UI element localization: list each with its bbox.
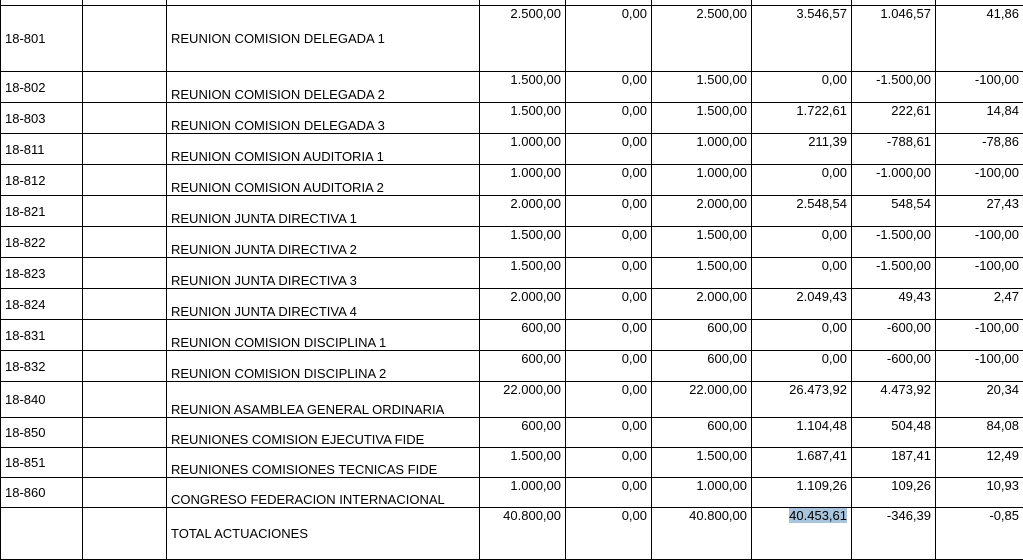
- amount-col-3: 1.500,00: [652, 258, 752, 289]
- amount-col-6: 2,47: [936, 289, 1023, 320]
- account-description: REUNION COMISION AUDITORIA 2: [167, 165, 480, 196]
- amount-col-4: [752, 508, 852, 560]
- account-description: TOTAL ACTUACIONES: [167, 508, 480, 560]
- amount-col-1: 22.000,00: [480, 382, 566, 418]
- blank-cell: [83, 227, 167, 258]
- amount-col-1: 1.500,00: [480, 72, 566, 103]
- amount-col-6: 84,08: [936, 418, 1023, 448]
- account-code: 18-824: [1, 289, 83, 320]
- amount-col-6: -0,85: [936, 508, 1023, 560]
- amount-col-3: 22.000,00: [652, 382, 752, 418]
- blank-cell: [83, 165, 167, 196]
- amount-col-3: 40.800,00: [652, 508, 752, 560]
- amount-col-2: 0,00: [566, 289, 652, 320]
- table-row: [1, 320, 1023, 351]
- account-code: 18-812: [1, 165, 83, 196]
- amount-col-5: 504,48: [852, 418, 936, 448]
- amount-col-3: 1.500,00: [652, 72, 752, 103]
- amount-col-6: -100,00: [936, 258, 1023, 289]
- amount-col-2: 0,00: [566, 382, 652, 418]
- blank-cell: [83, 196, 167, 227]
- account-code: 18-832: [1, 351, 83, 382]
- amount-col-2: 0,00: [566, 258, 652, 289]
- amount-col-1: 1.500,00: [480, 227, 566, 258]
- blank-cell: [83, 508, 167, 560]
- account-description: REUNIONES COMISIONES TECNICAS FIDE: [167, 448, 480, 478]
- amount-col-2: 0,00: [566, 320, 652, 351]
- highlighted-total-value[interactable]: 40.453,61: [789, 508, 847, 523]
- table-row: [1, 448, 1023, 478]
- amount-col-6: 41,86: [936, 6, 1023, 72]
- amount-col-4: 0,00: [752, 320, 852, 351]
- amount-col-6: 20,34: [936, 382, 1023, 418]
- amount-col-3: 1.000,00: [652, 134, 752, 165]
- amount-col-3: 1.000,00: [652, 478, 752, 508]
- account-description: REUNION JUNTA DIRECTIVA 2: [167, 227, 480, 258]
- amount-col-2: 0,00: [566, 478, 652, 508]
- amount-col-6: -78,86: [936, 134, 1023, 165]
- table-row: [1, 72, 1023, 103]
- account-description: CONGRESO FEDERACION INTERNACIONAL: [167, 478, 480, 508]
- amount-col-1: 1.500,00: [480, 448, 566, 478]
- amount-col-4: 1.687,41: [752, 448, 852, 478]
- blank-cell: [83, 103, 167, 134]
- amount-col-1: 40.800,00: [480, 508, 566, 560]
- total-row: [1, 508, 1023, 560]
- account-code: 18-850: [1, 418, 83, 448]
- amount-col-5: 109,26: [852, 478, 936, 508]
- amount-col-5: -1.500,00: [852, 72, 936, 103]
- account-description: REUNION JUNTA DIRECTIVA 4: [167, 289, 480, 320]
- account-code: 18-802: [1, 72, 83, 103]
- amount-col-4: 2.548,54: [752, 196, 852, 227]
- blank-cell: [83, 6, 167, 72]
- amount-col-6: -100,00: [936, 351, 1023, 382]
- amount-col-2: 0,00: [566, 508, 652, 560]
- amount-col-3: 600,00: [652, 320, 752, 351]
- table-row: [1, 478, 1023, 508]
- amount-col-5: 187,41: [852, 448, 936, 478]
- amount-col-6: -100,00: [936, 72, 1023, 103]
- amount-col-5: -600,00: [852, 351, 936, 382]
- table-row: [1, 289, 1023, 320]
- amount-col-5: -600,00: [852, 320, 936, 351]
- table-row: [1, 351, 1023, 382]
- amount-col-3: 1.000,00: [652, 165, 752, 196]
- account-code: 18-803: [1, 103, 83, 134]
- amount-col-5: -1.000,00: [852, 165, 936, 196]
- blank-cell: [83, 418, 167, 448]
- amount-col-3: 2.000,00: [652, 196, 752, 227]
- amount-col-1: 1.500,00: [480, 103, 566, 134]
- amount-col-6: 14,84: [936, 103, 1023, 134]
- blank-cell: [83, 478, 167, 508]
- amount-col-5: 49,43: [852, 289, 936, 320]
- amount-col-6: -100,00: [936, 320, 1023, 351]
- amount-col-6: 10,93: [936, 478, 1023, 508]
- account-code: 18-851: [1, 448, 83, 478]
- amount-col-3: 1.500,00: [652, 227, 752, 258]
- table-row: [1, 165, 1023, 196]
- amount-col-4: 1.109,26: [752, 478, 852, 508]
- amount-col-2: 0,00: [566, 103, 652, 134]
- account-description: REUNION ASAMBLEA GENERAL ORDINARIA: [167, 382, 480, 418]
- amount-col-2: 0,00: [566, 351, 652, 382]
- amount-col-2: 0,00: [566, 448, 652, 478]
- account-code: 18-860: [1, 478, 83, 508]
- table-row: [1, 227, 1023, 258]
- account-description: REUNION JUNTA DIRECTIVA 3: [167, 258, 480, 289]
- amount-col-1: 1.500,00: [480, 258, 566, 289]
- amount-col-6: -100,00: [936, 165, 1023, 196]
- account-description: REUNION JUNTA DIRECTIVA 1: [167, 196, 480, 227]
- amount-col-5: -788,61: [852, 134, 936, 165]
- account-code: 18-811: [1, 134, 83, 165]
- account-description: REUNION COMISION DISCIPLINA 1: [167, 320, 480, 351]
- amount-col-3: 2.000,00: [652, 289, 752, 320]
- amount-col-3: 600,00: [652, 418, 752, 448]
- amount-col-5: -1.500,00: [852, 258, 936, 289]
- amount-col-2: 0,00: [566, 72, 652, 103]
- table-row: [1, 418, 1023, 448]
- amount-col-1: 600,00: [480, 351, 566, 382]
- amount-col-1: 2.000,00: [480, 196, 566, 227]
- amount-col-2: 0,00: [566, 165, 652, 196]
- table-row: [1, 6, 1023, 72]
- amount-col-4: 26.473,92: [752, 382, 852, 418]
- amount-col-1: 1.000,00: [480, 165, 566, 196]
- amount-col-4: 0,00: [752, 258, 852, 289]
- blank-cell: [83, 289, 167, 320]
- account-description: REUNION COMISION DISCIPLINA 2: [167, 351, 480, 382]
- table-row: [1, 382, 1023, 418]
- amount-col-4: 2.049,43: [752, 289, 852, 320]
- amount-col-4: 0,00: [752, 227, 852, 258]
- blank-cell: [83, 72, 167, 103]
- blank-cell: [83, 448, 167, 478]
- amount-col-1: 600,00: [480, 320, 566, 351]
- amount-col-6: 12,49: [936, 448, 1023, 478]
- amount-col-5: 1.046,57: [852, 6, 936, 72]
- table-row: [1, 196, 1023, 227]
- amount-col-2: 0,00: [566, 227, 652, 258]
- account-code: 18-840: [1, 382, 83, 418]
- amount-col-6: 27,43: [936, 196, 1023, 227]
- amount-col-4: 1.104,48: [752, 418, 852, 448]
- amount-col-4: 0,00: [752, 165, 852, 196]
- amount-col-4: 0,00: [752, 72, 852, 103]
- amount-col-5: 222,61: [852, 103, 936, 134]
- amount-col-5: 548,54: [852, 196, 936, 227]
- blank-cell: [83, 382, 167, 418]
- blank-cell: [83, 134, 167, 165]
- account-description: REUNION COMISION DELEGADA 2: [167, 72, 480, 103]
- amount-col-1: 600,00: [480, 418, 566, 448]
- amount-col-5: -346,39: [852, 508, 936, 560]
- account-description: REUNION COMISION DELEGADA 1: [167, 6, 480, 72]
- amount-col-2: 0,00: [566, 418, 652, 448]
- amount-col-4: 3.546,57: [752, 6, 852, 72]
- amount-col-2: 0,00: [566, 196, 652, 227]
- account-description: REUNION COMISION DELEGADA 3: [167, 103, 480, 134]
- amount-col-4: 0,00: [752, 351, 852, 382]
- account-description: REUNION COMISION AUDITORIA 1: [167, 134, 480, 165]
- blank-cell: [83, 351, 167, 382]
- account-code: 18-831: [1, 320, 83, 351]
- blank-cell: [83, 320, 167, 351]
- amount-col-1: 2.000,00: [480, 289, 566, 320]
- amount-col-4: 211,39: [752, 134, 852, 165]
- amount-col-2: 0,00: [566, 134, 652, 165]
- table-row: [1, 103, 1023, 134]
- amount-col-5: -1.500,00: [852, 227, 936, 258]
- table-body: [1, 0, 1023, 560]
- amount-col-1: 1.000,00: [480, 478, 566, 508]
- account-code: 18-823: [1, 258, 83, 289]
- account-code: 18-801: [1, 6, 83, 72]
- amount-col-1: 2.500,00: [480, 6, 566, 72]
- amount-col-5: 4.473,92: [852, 382, 936, 418]
- table-row: [1, 134, 1023, 165]
- amount-col-3: 1.500,00: [652, 103, 752, 134]
- amount-col-2: 0,00: [566, 6, 652, 72]
- amount-col-3: 1.500,00: [652, 448, 752, 478]
- amount-col-3: 600,00: [652, 351, 752, 382]
- account-code: [1, 508, 83, 560]
- blank-cell: [83, 258, 167, 289]
- amount-col-3: 2.500,00: [652, 6, 752, 72]
- amount-col-4: 1.722,61: [752, 103, 852, 134]
- account-code: 18-821: [1, 196, 83, 227]
- amount-col-6: -100,00: [936, 227, 1023, 258]
- table-row: [1, 258, 1023, 289]
- account-description: REUNIONES COMISION EJECUTIVA FIDE: [167, 418, 480, 448]
- amount-col-1: 1.000,00: [480, 134, 566, 165]
- account-code: 18-822: [1, 227, 83, 258]
